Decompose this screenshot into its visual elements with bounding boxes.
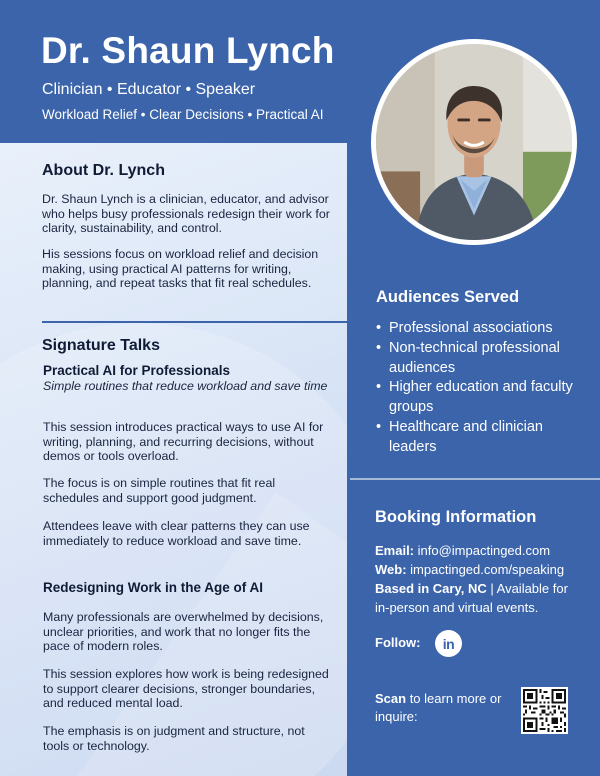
- audiences-list: [376, 319, 590, 458]
- email-label: Email:: [375, 543, 415, 558]
- talk-subtitle: Simple routines that reduce workload and save time: [43, 379, 328, 393]
- speaker-roles: Clinician • Educator • Speaker: [42, 81, 256, 98]
- qr-code-graphic: [523, 689, 566, 732]
- speaker-portrait: [376, 44, 572, 240]
- web-link[interactable]: impactinged.com/speaking: [410, 562, 565, 577]
- scan-label: Scan: [375, 691, 407, 706]
- contact-location: [375, 580, 580, 617]
- availability-text: | Available for in-person and virtual events.: [375, 581, 568, 615]
- about-heading: About Dr. Lynch: [42, 162, 165, 179]
- left-content-panel: [0, 143, 347, 776]
- booking-heading: Booking Information: [375, 508, 537, 526]
- contact-email: [375, 542, 580, 561]
- talk-paragraph: Attendees leave with clear patterns they can use immediately to reduce workload and save time.: [43, 519, 310, 548]
- talks-heading: Signature Talks: [42, 337, 160, 354]
- talk-title: Practical AI for Professionals: [43, 363, 231, 378]
- contact-web: [375, 561, 580, 580]
- audience-item: • Non-technical professional audiences: [376, 339, 590, 379]
- speaker-photo: [371, 39, 577, 245]
- talk-title: Redesigning Work in the Age of AI: [43, 580, 264, 595]
- about-paragraph: Dr. Shaun Lynch is a clinician, educator, and advisor who helps busy professionals redesign their work for clarity, sustainability, and control.: [42, 192, 330, 236]
- portrait-illustration: [376, 44, 572, 240]
- talk-paragraph: The focus is on simple routines that fit real schedules and support good judgment.: [43, 476, 276, 505]
- qr-code-icon[interactable]: [521, 687, 568, 734]
- web-label: Web:: [375, 562, 407, 577]
- scan-rest: to learn more or inquire:: [375, 691, 502, 724]
- talk-paragraph: This session introduces practical ways to use AI for writing, planning, and recurring decisions, without demos or tools overload.: [43, 420, 324, 464]
- audience-item: • Healthcare and clinician leaders: [376, 418, 590, 458]
- talk-paragraph: The emphasis is on judgment and structure, not tools or technology.: [43, 724, 305, 753]
- follow-label: Follow:: [375, 635, 421, 650]
- speaker-tagline: Workload Relief • Clear Decisions • Practical AI: [42, 107, 324, 122]
- speaker-name: Dr. Shaun Lynch: [41, 30, 335, 71]
- linkedin-icon[interactable]: [435, 630, 462, 657]
- audiences-heading: Audiences Served: [376, 288, 520, 306]
- audience-item: • Higher education and faculty groups: [376, 378, 590, 418]
- section-divider: [350, 478, 600, 480]
- location-label: Based in Cary, NC: [375, 581, 487, 596]
- scan-instructions: [375, 690, 520, 725]
- about-paragraph: His sessions focus on workload relief and decision making, using practical AI patterns for writing, planning, and repeat tasks that fit real schedules.: [42, 247, 319, 291]
- talk-paragraph: Many professionals are overwhelmed by decisions, unclear priorities, and work that no longer fits the pace of modern roles.: [43, 610, 324, 654]
- section-divider: [42, 321, 347, 323]
- linkedin-glyph: in: [442, 635, 455, 652]
- email-link[interactable]: info@impactinged.com: [417, 543, 551, 558]
- audience-item: • Professional associations: [376, 319, 590, 339]
- talk-paragraph: This session explores how work is being redesigned to support clearer decisions, stronger boundaries, and reduced mental load.: [43, 667, 329, 711]
